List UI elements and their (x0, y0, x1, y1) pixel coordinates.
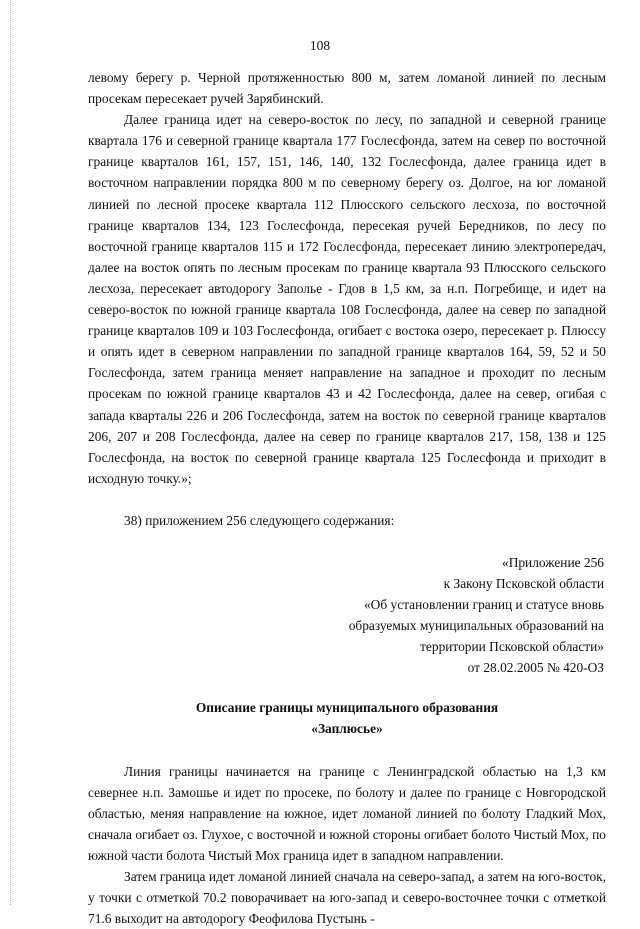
appendix-reference-block (88, 552, 606, 679)
page-number: 108 (309, 38, 331, 53)
appendix-line: территории Псковской области» (420, 639, 604, 655)
appendix-line: образуемых муниципальных образований на (348, 618, 604, 634)
heading-line: «Заплюсье» (311, 720, 383, 736)
paragraph-border-continuation: Затем граница идет ломаной линией сначала на северо-запад, а затем на юго-восток, у точки с отметкой 70.2 поворачивает на юго-запад и северо-восточнее точки с отметкой 71.6 выходит на автодорогу Феофилова Пустынь - (88, 869, 606, 927)
paragraph-continuation: левому берегу р. Черной протяженностью 800 м, затем ломаной линией по лесным просекам пересекает ручей Зарябинский. (88, 70, 606, 107)
paragraph-border-start: Линия границы начинается на границе с Ленинградской областью на 1,3 км севернее н.п. Замошье и идет по просеке, по болоту и далее по границе с Новгородской областью, меняя направление на южное, идет ломаной линией по болоту Гладкий Мох, сначала огибает оз. Глухое, с восточной и южной стороны огибает болото Чистый Мох, по южной части болота Чистый Мох граница идет в западном направлении. (88, 763, 606, 864)
section-heading (88, 697, 606, 739)
appendix-line: к Закону Псковской области (443, 576, 604, 592)
paragraph-item-38: 38) приложением 256 следующего содержания: (124, 512, 395, 528)
scan-edge-line (10, 0, 11, 905)
paragraph-boundary-description: Далее граница идет на северо-восток по лесу, по западной и северной границе квартала 176 и северной границе квартала 177 Гослесфонда, затем на север по восточной границе кварталов 161, 157, 151, 146, 140, 132 Гослесфонда, далее граница идет в восточном направлении порядка 800 м по северному берегу оз. Долгое, на юг ломаной линией по лесной просеке квартала 112 Плюсского сельского лесхоза, по восточной границе кварталов 134, 123 Гослесфонда, пересекая ручей Бередников, по лесу по восточной границе кварталов 115 и 172 Гослесфонда, пересекает линию электропередач, далее на восток опять по лесным просекам по границе квартала 93 Плюсского сельского лесхоза, пересекает автодорогу Заполье - Гдов в 1,5 км, за н.п. Погребище, и идет на северо-восток по южной границе квартала 108 Гослесфонда, далее на север по западной границе кварталов 109 и 103 Гослесфонда, огибает с востока озеро, пересекает р. Плюссу и опять идет в северном направлении по западной границе кварталов 164, 59, 52 и 50 Гослесфонда, затем граница меняет направление на западное и проходит по лесным просекам по южной границе кварталов 43 и 42 Гослесфонда, далее на север, огибая с запада кварталы 226 и 206 Гослесфонда, затем на восток по северной границе кварталов 206, 207 и 208 Гослесфонда, далее на север по границе кварталов 217, 158, 138 и 125 Гослесфонда, на восток по северной границе квартала 125 Гослесфонда и приходит в исходную точку.»; (88, 112, 606, 486)
appendix-line: «Приложение 256 (502, 554, 604, 570)
document-body (88, 67, 606, 929)
appendix-line: от 28.02.2005 № 420-ОЗ (467, 660, 604, 676)
appendix-line: «Об установлении границ и статусе вновь (363, 597, 604, 613)
heading-line: Описание границы муниципального образования (195, 699, 499, 715)
